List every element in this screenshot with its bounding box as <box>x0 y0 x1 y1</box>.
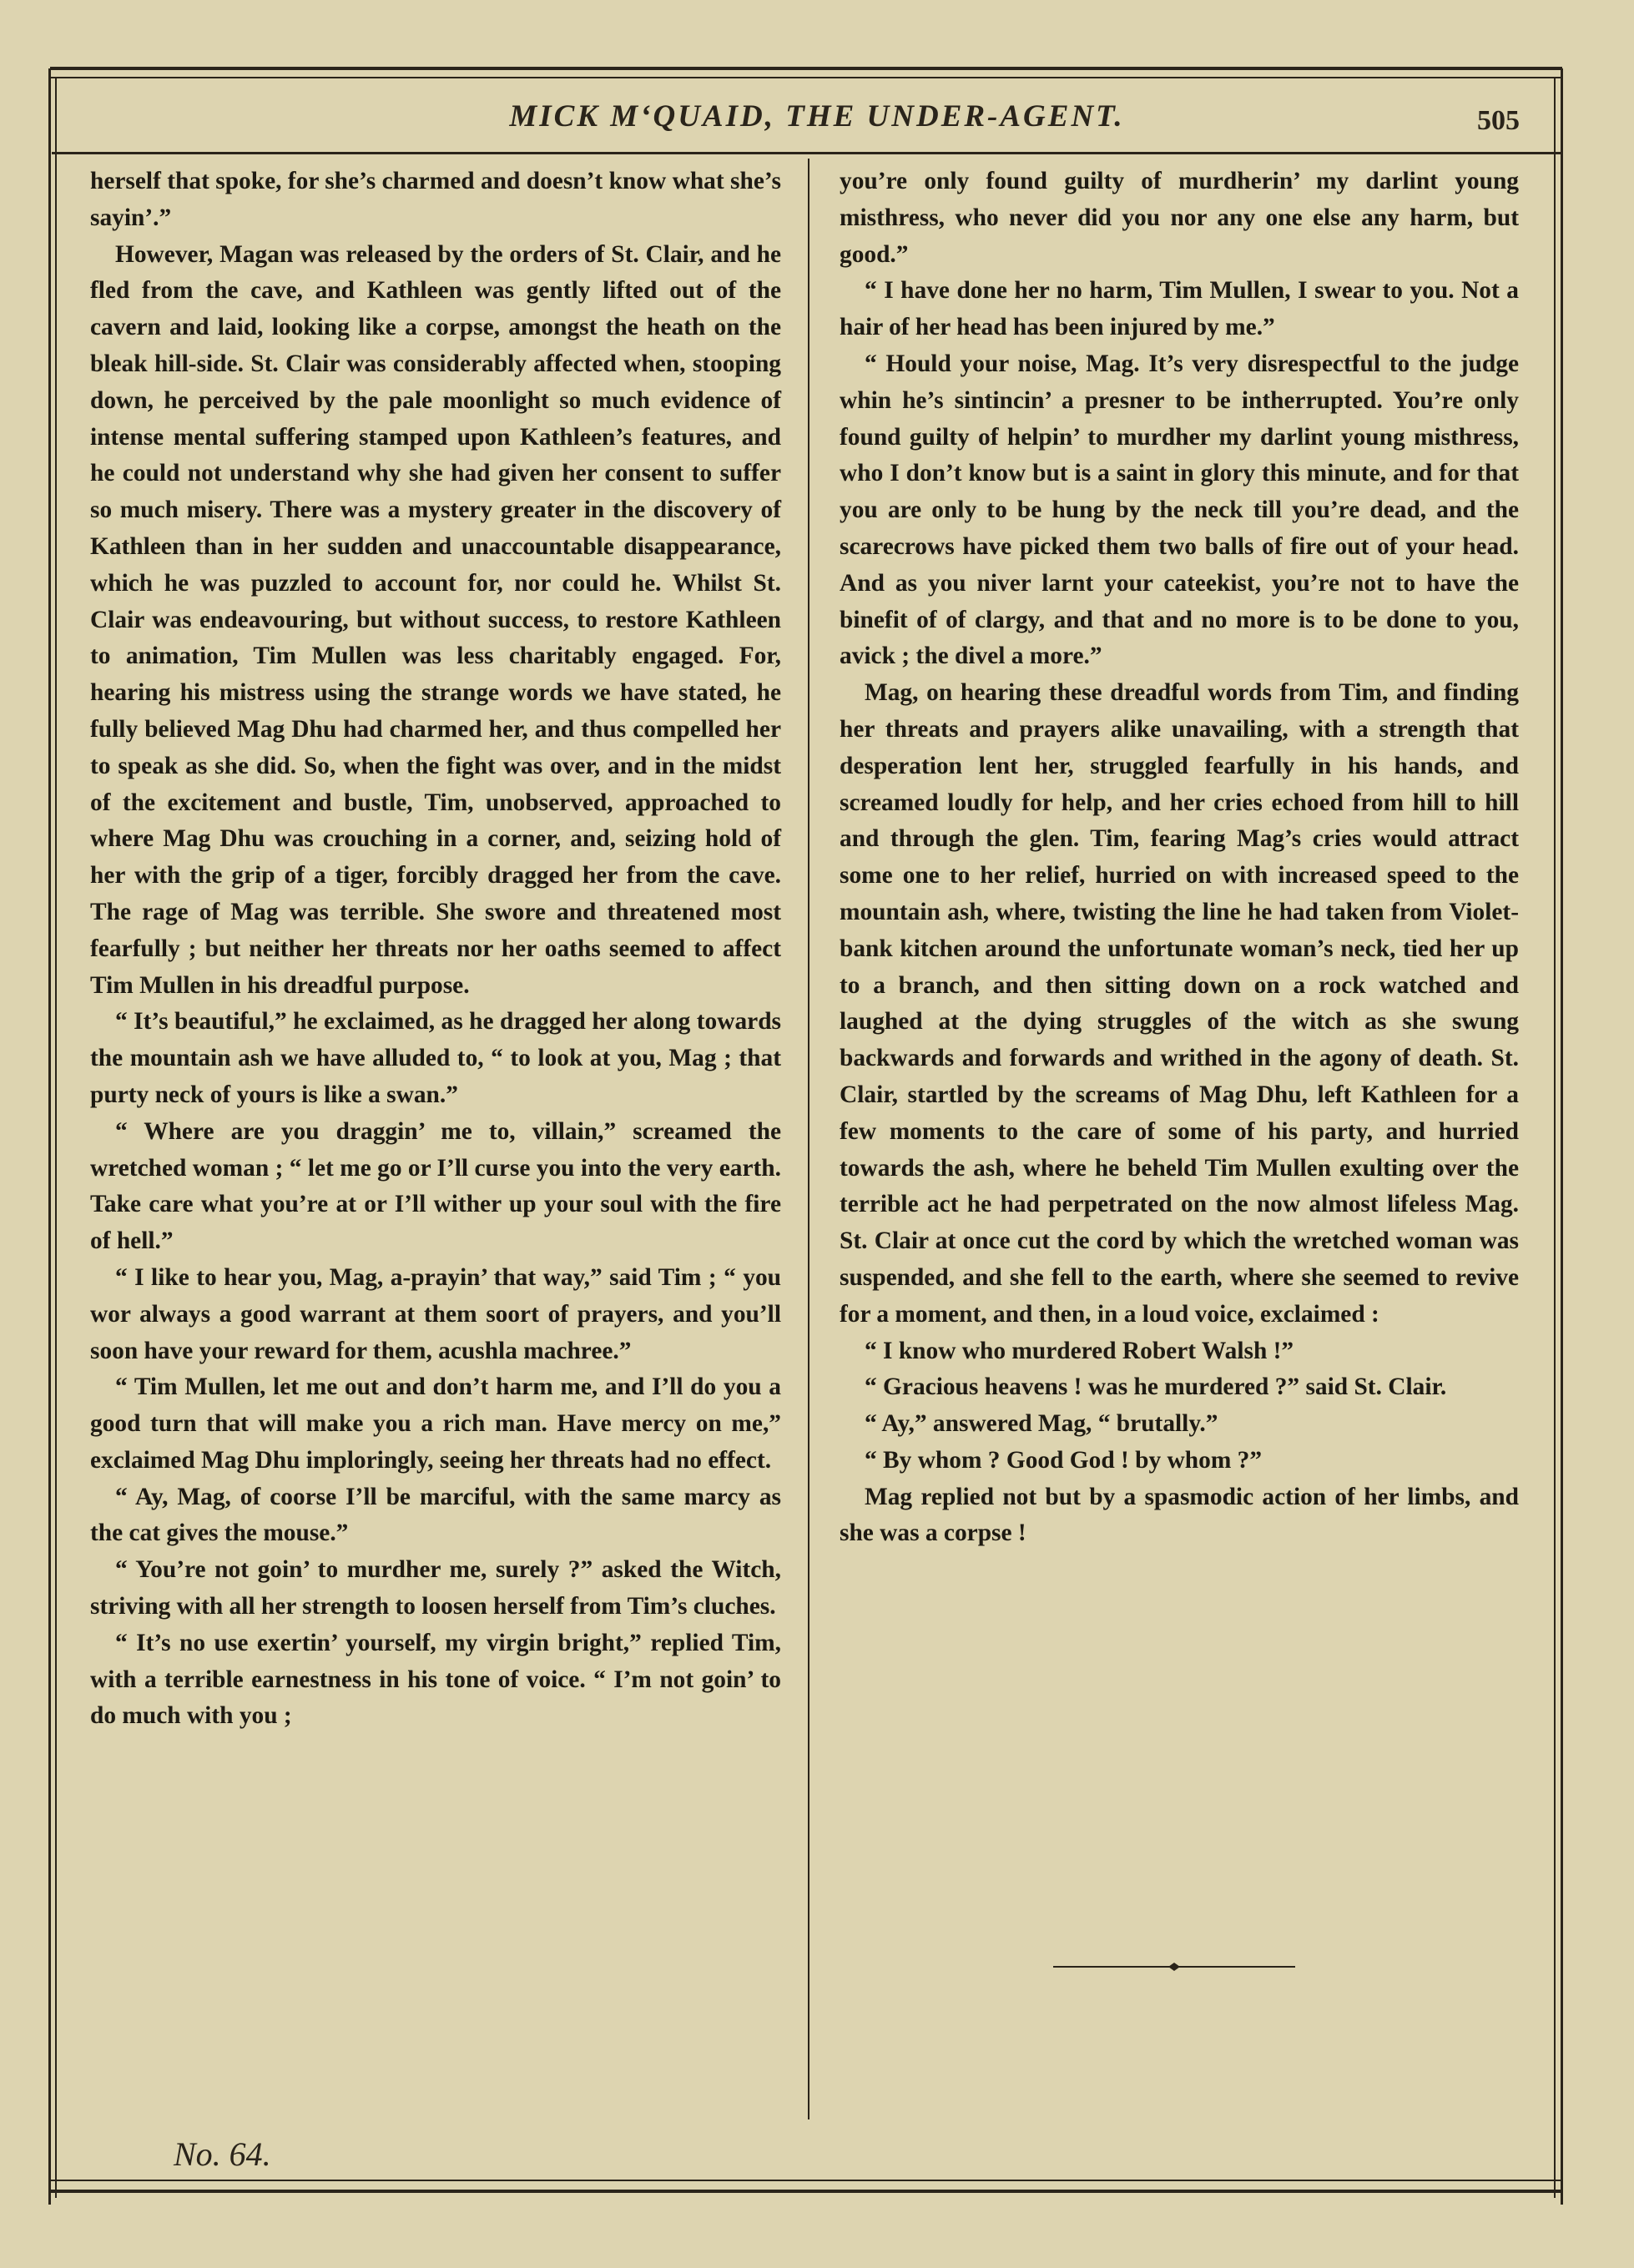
paragraph: you’re only found guilty of murdherin’ my darlint young misthress, who never did you nor any one else any harm, but good.” <box>840 168 1519 268</box>
paragraph: “ Ay, Mag, of coorse I’ll be marciful, with the same marcy as the cat gives the mouse.” <box>90 1483 781 1547</box>
paragraph: “ Hould your noise, Mag. It’s very disrespectful to the judge whin he’s sintincin’ a presner to be intherrupted. You’re only found guilty of helpin’ to murdher my darlint young misthress, who I don’t know but is a saint in glory this minute, and for that you are only to be hung by the neck till you’re dead, and the scarecrows have picked them two balls of fire out of your head. And as you niver larnt your cateekist, you’re not to have the binefit of of clargy, and that and no more is to be done to you, avick ; the divel a more.” <box>840 350 1519 670</box>
paragraph: “ Where are you draggin’ me to, villain,” screamed the wretched woman ; “ let me go or I’ll curse you into the very earth. Take care what you’re at or I’ll wither up your soul with the fire of hell.” <box>90 1117 781 1255</box>
right-text-column <box>840 164 1519 1552</box>
page-number: 505 <box>1477 105 1520 136</box>
paragraph: “ Tim Mullen, let me out and don’t harm me, and I’ll do you a good turn that will make you a rich man. Have mercy on me,” exclaimed Mag Dhu imploringly, seeing her threats had no effect. <box>90 1373 781 1474</box>
bottom-border-rule-outer <box>48 2190 1563 2193</box>
paragraph: “ Gracious heavens ! was he murdered ?” said St. Clair. <box>865 1373 1447 1401</box>
left-frame-rule-inner <box>55 77 57 2198</box>
column-divider <box>808 159 809 2119</box>
running-title: MICK M‘QUAID, THE UNDER-AGENT. <box>509 99 1125 134</box>
paragraph: “ I have done her no harm, Tim Mullen, I swear to you. Not a hair of her head has been injured by me.” <box>840 277 1519 341</box>
paragraph: “ You’re not goin’ to murdher me, surely ?” asked the Witch, striving with all her strength to loosen herself from Tim’s cluches. <box>90 1556 781 1620</box>
paragraph: “ I like to hear you, Mag, a-prayin’ that way,” said Tim ; “ you wor always a good warrant at them soort of prayers, and you’ll soon have your reward for them, acushla machree.” <box>90 1263 781 1364</box>
paragraph: “ It’s no use exertin’ yourself, my virgin bright,” replied Tim, with a terrible earnestness in his tone of voice. “ I’m not goin’ to do much with you ; <box>90 1629 781 1730</box>
top-border-rule-inner <box>50 77 1562 78</box>
left-text-column <box>90 164 781 1735</box>
paragraph: However, Magan was released by the orders of St. Clair, and he fled from the cave, and Kathleen was gently lifted out of the cavern and laid, looking like a corpse, amongst the heath on the bleak hill-side. St. Clair was considerably affected when, stooping down, he perceived by the pale moonlight so much evidence of intense mental suffering stamped upon Kathleen’s features, and he could not understand why she had given her consent to suffer so much misery. There was a mystery greater in the discovery of Kathleen than in her sudden and unaccountable disappearance, which he was puzzled to account for, nor could he. Whilst St. Clair was endeavouring, but without success, to restore Kathleen to animation, Tim Mullen was less charitably engaged. For, hearing his mistress using the strange words we have stated, he fully believed Mag Dhu had charmed her, and thus compelled her to speak as she did. So, when the fight was over, and in the midst of the excitement and bustle, Tim, unobserved, approached to where Mag Dhu was crouching in a corner, and, seizing hold of her with the grip of a tiger, forcibly dragged her from the cave. The rage of Mag was terrible. She swore and threatened most fearfully ; but neither her threats nor her oaths seemed to affect Tim Mullen in his dreadful purpose. <box>90 240 781 999</box>
right-frame-rule-inner <box>1554 77 1556 2198</box>
paragraph: “ Ay,” answered Mag, “ brutally.” <box>865 1410 1218 1438</box>
bottom-border-rule <box>48 2180 1563 2181</box>
top-border-rule <box>50 67 1562 70</box>
right-frame-rule <box>1561 68 1563 2205</box>
paragraph: Mag, on hearing these dreadful words from Tim, and finding her threats and prayers alike unavailing, with a strength that desperation lent her, struggled fearfully in his hands, and screamed loudly for help, and her cries echoed from hill to hill and through the glen. Tim, fearing Mag’s cries would attract some one to her relief, hurried on with increased speed to the mountain ash, where, twisting the line he had taken from Violet-bank kitchen around the unfortunate woman’s neck, tied her up to a branch, and then sitting down on a rock watched and laughed at the dying struggles of the witch as she swung backwards and forwards and writhed in the agony of death. St. Clair, startled by the screams of Mag Dhu, left Kathleen for a few moments to the care of some of his party, and hurried towards the ash, where he beheld Tim Mullen exulting over the terrible act he had perpetrated on the now almost lifeless Mag. St. Clair at once cut the cord by which the wretched woman was suspended, and she fell to the earth, where she seemed to revive for a moment, and then, in a loud voice, exclaimed : <box>840 679 1519 1328</box>
left-frame-rule <box>48 68 51 2205</box>
paragraph: “ By whom ? Good God ! by whom ?” <box>865 1446 1263 1474</box>
paragraph: “ It’s beautiful,” he exclaimed, as he dragged her along towards the mountain ash we have alluded to, “ to look at you, Mag ; that purty neck of yours is like a swan.” <box>90 1008 781 1108</box>
paragraph: Mag replied not but by a spasmodic action of her limbs, and she was a corpse ! <box>840 1483 1519 1547</box>
paragraph: “ I know who murdered Robert Walsh !” <box>865 1337 1294 1364</box>
paragraph: herself that spoke, for she’s charmed and doesn’t know what she’s sayin’.” <box>90 168 781 231</box>
issue-number: No. 64. <box>174 2135 271 2173</box>
section-end-ornament <box>1053 1961 1295 1973</box>
header-rule <box>52 152 1562 154</box>
